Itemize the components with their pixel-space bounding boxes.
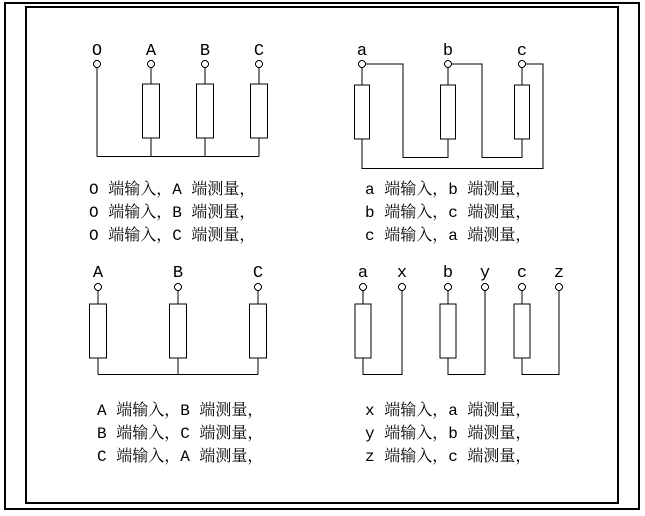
wire-a-to-x <box>363 291 402 375</box>
winding-resistor <box>440 304 456 358</box>
terminal-label-a: a <box>357 264 369 283</box>
diagram-bottom-right-open-windings <box>355 284 563 375</box>
terminal-circle <box>255 284 262 291</box>
wire-a-top-to-b-bottom <box>366 64 449 158</box>
terminal-label-b: b <box>442 42 454 61</box>
terminal-label-y: y <box>479 264 491 283</box>
wire-c-top-to-a-bottom <box>362 64 543 169</box>
caption-line: O 端输入，A 端测量， <box>89 181 256 199</box>
winding-resistor <box>170 304 187 358</box>
terminal-circle <box>360 284 367 291</box>
terminal-label-C: C <box>253 42 265 61</box>
terminal-label-c: c <box>516 264 528 283</box>
caption-line: O 端输入，C 端测量， <box>89 227 256 245</box>
winding-resistor <box>143 84 160 138</box>
caption-line: x 端输入，a 端测量， <box>365 402 532 420</box>
diagram-bottom-left-wye <box>90 284 267 375</box>
caption-line: A 端输入，B 端测量， <box>97 402 264 420</box>
terminal-circle <box>94 61 101 68</box>
caption-line: B 端输入，C 端测量， <box>97 425 264 443</box>
terminal-label-x: x <box>396 264 408 283</box>
caption-line: c 端输入，a 端测量， <box>365 227 532 245</box>
wire-b-top-to-c-bottom <box>452 64 523 158</box>
terminal-circle <box>359 61 366 68</box>
caption-line: C 端输入，A 端测量， <box>97 448 264 466</box>
terminal-label-A: A <box>92 264 104 283</box>
winding-resistor <box>250 304 267 358</box>
caption-line: a 端输入，b 端测量， <box>365 181 532 199</box>
terminal-circle <box>445 284 452 291</box>
terminal-label-z: z <box>553 264 565 283</box>
terminal-label-B: B <box>172 264 184 283</box>
terminal-label-c: c <box>516 42 528 61</box>
caption-line: b 端输入，c 端测量， <box>365 204 532 222</box>
terminal-circle <box>482 284 489 291</box>
caption-line: O 端输入，B 端测量， <box>89 204 256 222</box>
winding-resistor <box>514 304 530 358</box>
terminal-label-O: O <box>91 42 103 61</box>
terminal-label-C: C <box>252 264 264 283</box>
terminal-circle <box>256 61 263 68</box>
wire-c-to-z <box>522 291 559 375</box>
wire-b-to-y <box>448 291 485 375</box>
winding-resistor <box>515 85 530 139</box>
diagram-top-left-wye-neutral <box>94 61 268 157</box>
terminal-label-a: a <box>356 42 368 61</box>
terminal-label-B: B <box>199 42 211 61</box>
winding-resistor <box>90 304 107 358</box>
terminal-circle <box>202 61 209 68</box>
terminal-circle <box>95 284 102 291</box>
terminal-circle <box>175 284 182 291</box>
caption-line: z 端输入，c 端测量， <box>365 448 532 466</box>
terminal-circle <box>399 284 406 291</box>
winding-resistor <box>355 304 371 358</box>
winding-resistor <box>355 85 370 139</box>
diagram-top-right-delta <box>355 61 544 169</box>
terminal-circle <box>445 61 452 68</box>
winding-resistor <box>441 85 456 139</box>
terminal-circle <box>556 284 563 291</box>
terminal-label-b: b <box>442 264 454 283</box>
terminal-circle <box>148 61 155 68</box>
winding-resistor <box>251 84 268 138</box>
terminal-circle <box>519 61 526 68</box>
terminal-label-A: A <box>145 42 157 61</box>
terminal-circle <box>519 284 526 291</box>
caption-line: y 端输入，b 端测量， <box>365 425 532 443</box>
winding-resistor <box>197 84 214 138</box>
